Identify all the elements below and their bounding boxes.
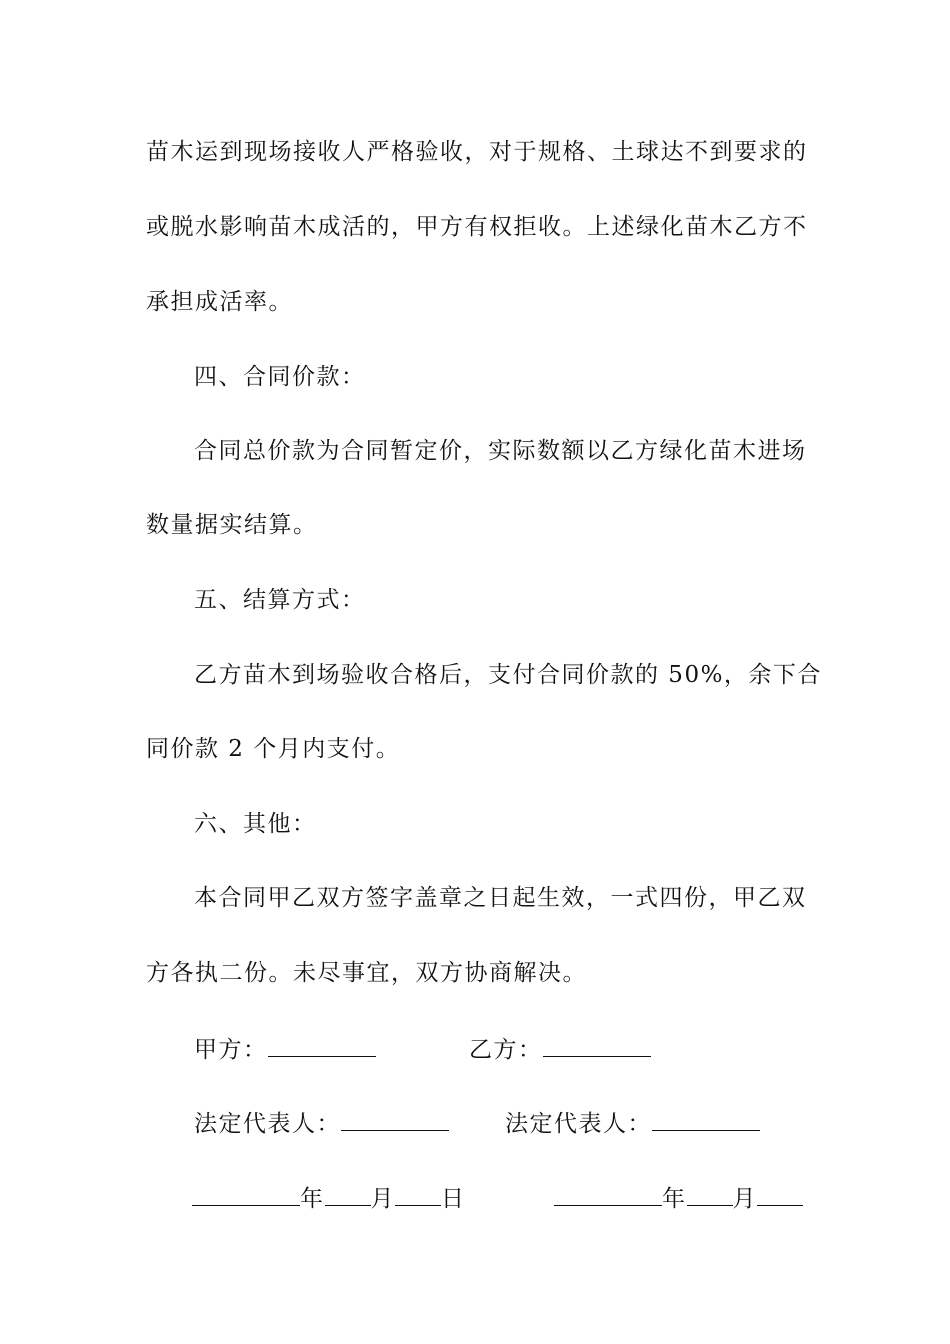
party-b-signature (469, 1034, 651, 1065)
day-blank (757, 1183, 803, 1206)
day-blank (395, 1183, 441, 1206)
rep-a-signature (194, 1108, 449, 1139)
year-label: 年 (300, 1186, 325, 1212)
clause-text-line: 同价款 2 个月内支付。 (146, 736, 401, 762)
date-b (554, 1183, 803, 1214)
rep-a-blank (341, 1108, 449, 1131)
clause-text-line: 苗木运到现场接收人严格验收，对于规格、土球达不到要求的 (146, 139, 808, 165)
party-a-signature (194, 1034, 376, 1065)
section-heading: 六、其他： (194, 811, 317, 837)
month-label: 月 (732, 1186, 757, 1212)
party-a-blank (268, 1034, 376, 1057)
clause-text-line: 乙方苗木到场验收合格后，支付合同价款的 50%，余下合 (194, 662, 822, 688)
month-blank (687, 1183, 733, 1206)
section-heading: 四、合同价款： (194, 364, 366, 390)
clause-text-line: 方各执二份。未尽事宜，双方协商解决。 (146, 960, 587, 986)
month-label: 月 (370, 1186, 395, 1212)
rep-a-label: 法定代表人： (194, 1111, 341, 1137)
year-blank (192, 1183, 300, 1206)
date-a (192, 1183, 466, 1214)
rep-b-blank (652, 1108, 760, 1131)
month-blank (325, 1183, 371, 1206)
day-label: 日 (441, 1186, 466, 1212)
clause-text-line: 承担成活率。 (146, 289, 293, 315)
clause-text-line: 或脱水影响苗木成活的，甲方有权拒收。上述绿化苗木乙方不 (146, 214, 808, 240)
year-label: 年 (662, 1186, 687, 1212)
clause-text-line: 合同总价款为合同暂定价，实际数额以乙方绿化苗木进场 (194, 438, 807, 464)
clause-text-line: 本合同甲乙双方签字盖章之日起生效，一式四份，甲乙双 (194, 885, 807, 911)
clause-text-line: 数量据实结算。 (146, 512, 318, 538)
party-a-label: 甲方： (194, 1037, 268, 1063)
rep-b-label: 法定代表人： (505, 1111, 652, 1137)
party-b-label: 乙方： (469, 1037, 543, 1063)
party-b-blank (543, 1034, 651, 1057)
year-blank (554, 1183, 662, 1206)
rep-b-signature (505, 1108, 760, 1139)
section-heading: 五、结算方式： (194, 587, 366, 613)
